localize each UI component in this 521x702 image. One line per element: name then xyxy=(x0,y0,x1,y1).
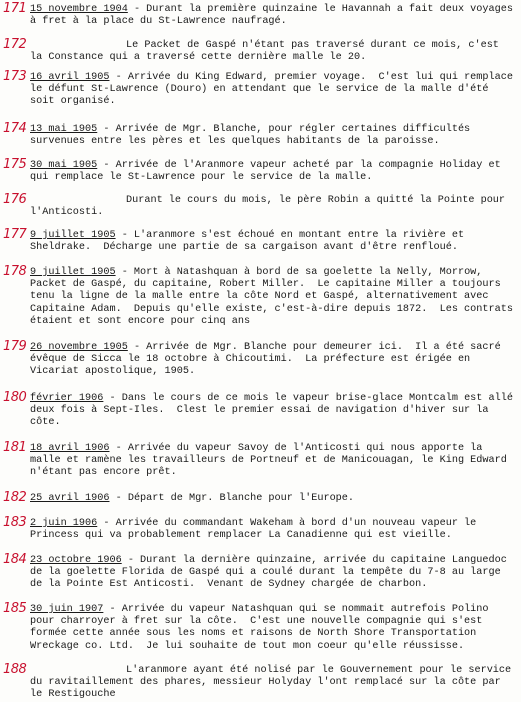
entry-number: 177 xyxy=(3,227,27,242)
entry-body: - Mort à Natashquan à bord de sa goelette la Nelly, Morrow, Packet de Gaspé, du capitaine, Robert Miller. Le capitaine Miller a toujours tenu la ligne de la malle entre la côte Nord et Gaspé, alternativement avec Capitaine Adam. Depuis qu'elle existe, c'est-à-dire depuis 1872. Les contrats étaient et sont encore pour cinq ans xyxy=(30,267,520,327)
entry-text xyxy=(30,72,520,109)
entry-number: 179 xyxy=(3,339,27,354)
entry-body: - Durant la première quinzaine le Havannah a fait deux voyages à fret à la place du St-Lawrence naufragé. xyxy=(30,4,520,28)
entry-text xyxy=(30,4,520,28)
entry-text xyxy=(30,230,515,254)
entry-number: 171 xyxy=(3,1,27,16)
entry-body: - Arrivée de Mgr. Blanche pour demeurer ici. Il a été sacré évêque de Sicca le 18 octobre à Chicoutimi. La préfecture est érigée en Vicariat apostolique, 1905. xyxy=(30,342,507,378)
entry-text xyxy=(30,195,515,219)
entry-date: 16 avril 1905 xyxy=(30,72,110,83)
entry-date: 26 novembre 1905 xyxy=(30,342,128,353)
entry-text xyxy=(30,40,515,64)
entry-body: - Durant la dernière quinzaine, arrivée du capitaine Languedoc de la goelette Florida de Gaspé qui a coulé durant la tempête du 7-8 au large de la Pointe Est Anticosti. Venant de Sydney chargée de charbon. xyxy=(30,555,513,591)
entry-body: Durant le cours du mois, le père Robin a quitté la Pointe pour l'Anticosti. xyxy=(30,195,512,219)
entry-date: 9 juillet 1905 xyxy=(30,230,116,241)
entry-body: - Arrivée du vapeur Savoy de l'Anticosti qui nous apporte la malle et ramène les travailleurs de Portneuf et de Manicouagan, le King Edward n'étant pas encore prêt. xyxy=(30,443,513,479)
entry-date: 23 octobre 1906 xyxy=(30,555,122,566)
entry-text xyxy=(30,604,515,653)
entry-number: 174 xyxy=(3,121,27,136)
entry-number: 183 xyxy=(3,515,27,530)
entry-text xyxy=(30,267,520,328)
entry-text xyxy=(30,393,520,430)
entry-text xyxy=(30,342,515,379)
entry-body: - Arrivée de l'Aranmore vapeur acheté par la compagnie Holiday et qui remplace le St-Lawrence pour le service de la malle. xyxy=(30,160,507,184)
entry-number: 175 xyxy=(3,157,27,172)
entry-date: 30 juin 1907 xyxy=(30,604,104,615)
entry-body: - Arrivée du vapeur Natashquan qui se nommait autrefois Polino pour charroyer à fret sur la côte. C'est une nouvelle compagnie qui s'est formée cette année sous les noms et raisons de North Shore Transportation Wreckage co. Ltd. Je lui souhaite de tout mon coeur qu'elle réussisse. xyxy=(30,604,495,652)
entry-number: 178 xyxy=(3,264,27,279)
entry-body: Le Packet de Gaspé n'étant pas traversé durant ce mois, c'est la Constance qui a traversé cette dernière malle le 20. xyxy=(30,40,506,64)
entry-number: 172 xyxy=(3,37,27,52)
entry-body: - L'aranmore s'est échoué en montant entre la rivière et Sheldrake. Décharge une partie de sa cargaison avant d'être renfloué. xyxy=(30,230,471,254)
entry-date: 30 mai 1905 xyxy=(30,160,98,171)
entry-number: 184 xyxy=(3,552,27,567)
entry-date: 9 juillet 1905 xyxy=(30,267,116,278)
entry-number: 173 xyxy=(3,69,27,84)
entry-text xyxy=(30,493,515,505)
entry-date: 18 avril 1906 xyxy=(30,443,110,454)
entry-date: 2 juin 1906 xyxy=(30,518,98,529)
entry-number: 180 xyxy=(3,390,27,405)
entry-body: L'aranmore ayant été nolisé par le Gouvernement pour le service du ravitaillement des phares, messieur Holyday l'ont remplacé sur la côte par le Restigouche xyxy=(30,665,518,701)
entry-number: 182 xyxy=(3,490,27,505)
entry-text xyxy=(30,124,515,148)
entry-body: - Départ de Mgr. Blanche pour l'Europe. xyxy=(109,493,355,504)
entry-date: 25 avril 1906 xyxy=(30,493,110,504)
entry-body: - Arrivée du King Edward, premier voyage. C'est lui qui remplace le défunt St-Lawrence (Douro) en attendant que le service de la malle d'été soit organisé. xyxy=(30,72,520,108)
entry-number: 188 xyxy=(3,662,27,677)
entry-number: 185 xyxy=(3,601,27,616)
entry-text xyxy=(30,555,515,592)
entry-body: - Arrivée de Mgr. Blanche, pour régler certaines difficultés survenues entre les pères et les quelques habitants de la paroisse. xyxy=(30,124,477,148)
entry-date: 15 novembre 1904 xyxy=(30,4,128,15)
entry-number: 181 xyxy=(3,440,27,455)
entry-number: 176 xyxy=(3,192,27,207)
entry-text xyxy=(30,443,515,480)
entry-text xyxy=(30,518,515,542)
entry-date: février 1906 xyxy=(30,393,104,404)
entry-text xyxy=(30,665,518,702)
entry-body: - Arrivée du commandant Wakeham à bord d'un nouveau vapeur le Princess qui va probablement remplacer La Canadienne qui est vieille. xyxy=(30,518,483,542)
entry-text xyxy=(30,160,515,184)
entry-body: - Dans le cours de ce mois le vapeur brise-glace Montcalm est allé deux fois à Sept-Iles. Clest le premier essai de navigation d'hiver sur la côte. xyxy=(30,393,520,429)
entry-date: 13 mai 1905 xyxy=(30,124,98,135)
